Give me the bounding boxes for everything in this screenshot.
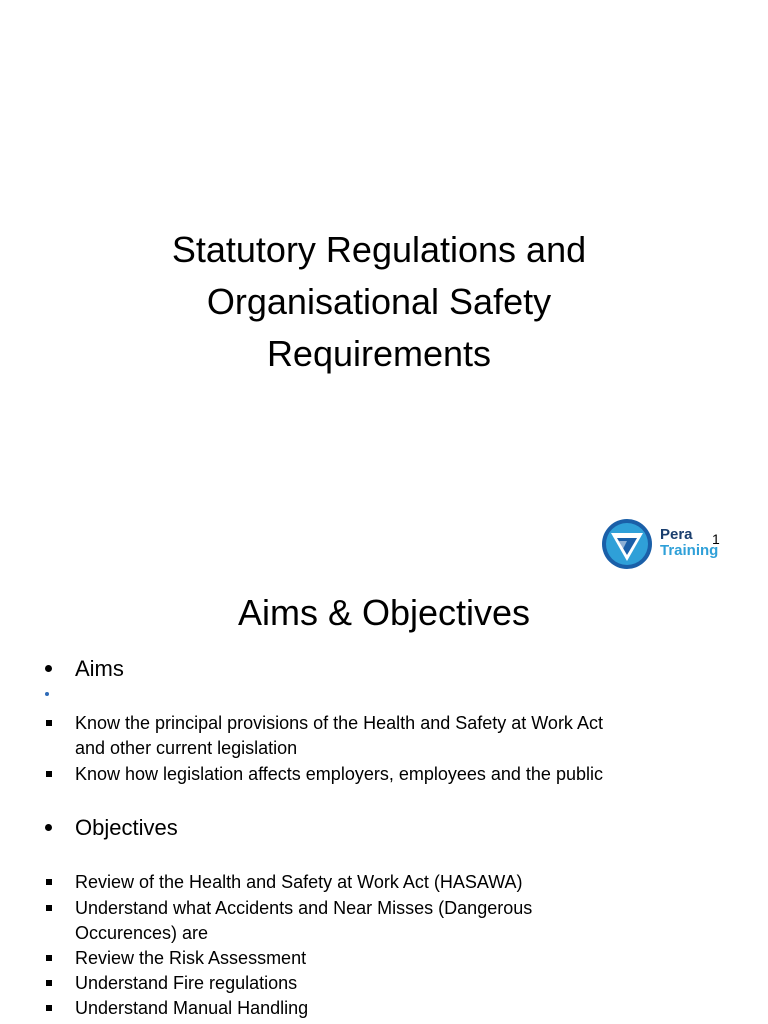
objectives-item-3: Review the Risk Assessment — [75, 948, 307, 968]
aims-item-1-line-2: and other current legislation — [75, 738, 298, 758]
aims-item-1-line-1: Know the principal provisions of the Health and Safety at Work Act — [75, 713, 603, 733]
square-bullet — [46, 955, 52, 961]
aims-item-2: Know how legislation affects employers, employees and the public — [75, 764, 603, 784]
title-line-3: Requirements — [266, 333, 492, 374]
title-line-2: Organisational Safety — [206, 281, 552, 322]
square-bullet — [46, 980, 52, 986]
objectives-item-4: Understand Fire regulations — [75, 973, 298, 993]
square-bullet — [46, 1005, 52, 1011]
slide-2 — [0, 585, 768, 1024]
pera-training-logo — [601, 517, 741, 573]
logo-text-training: Training — [660, 542, 719, 559]
square-bullet — [46, 771, 52, 777]
objectives-item-2-line-2: Occurences) are — [75, 923, 209, 943]
objectives-item-2-line-1: Understand what Accidents and Near Misses (Dangerous — [75, 898, 533, 918]
square-bullet — [46, 720, 52, 726]
objectives-item-5: Understand Manual Handling — [75, 998, 309, 1018]
slide-2-title: Aims & Objectives — [237, 592, 531, 633]
logo-text-pera: Pera — [660, 526, 693, 543]
title-line-1: Statutory Regulations and — [171, 229, 587, 270]
slide-1-title — [84, 224, 674, 380]
bullet-dot — [45, 824, 52, 831]
empty-bullet-dot — [45, 692, 49, 696]
square-bullet — [46, 879, 52, 885]
pera-training-logo-icon — [601, 517, 655, 571]
aims-heading: Aims — [75, 656, 124, 681]
square-bullet — [46, 905, 52, 911]
objectives-item-1: Review of the Health and Safety at Work Act (HASAWA) — [75, 872, 523, 892]
page-number: 1 — [712, 531, 720, 547]
objectives-heading: Objectives — [75, 815, 178, 840]
bullet-dot — [45, 665, 52, 672]
